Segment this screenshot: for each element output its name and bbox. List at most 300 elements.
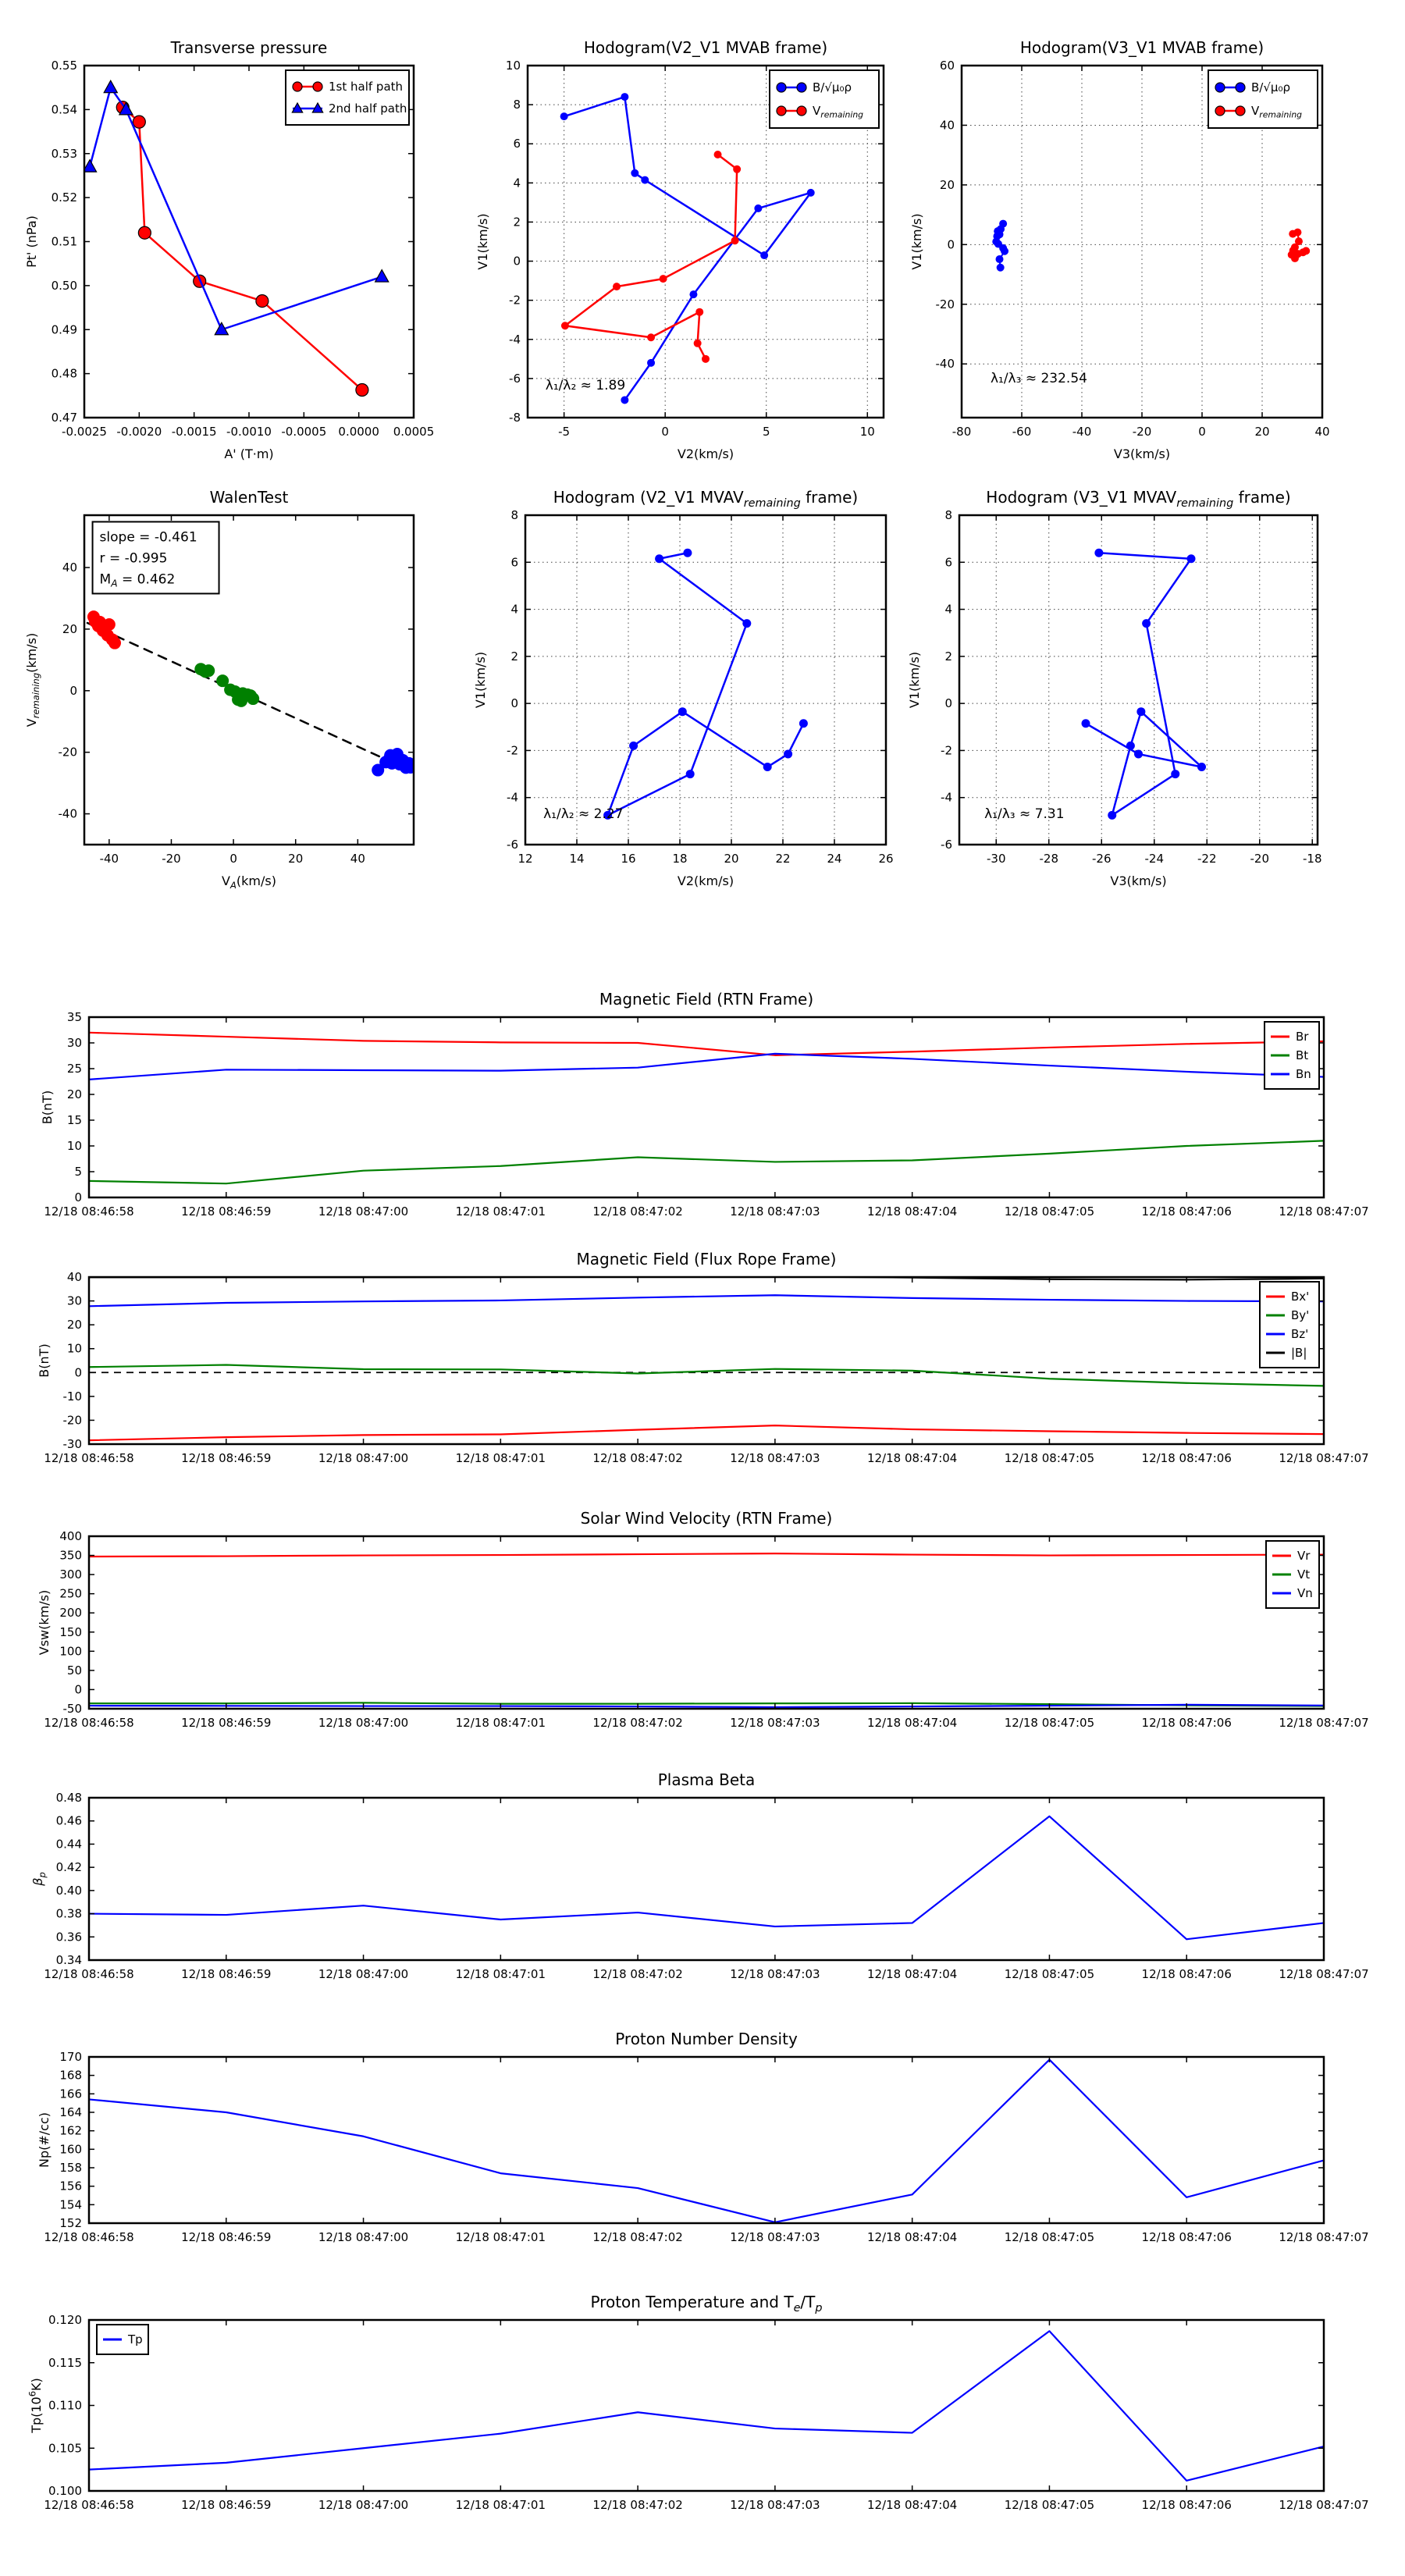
walen-test-ylabel: $V_{remaining}(km/s)$ bbox=[24, 632, 41, 728]
hodogram-v2v1-mvab-legend-label-0: B/√μ₀ρ bbox=[813, 80, 852, 94]
svg-text:12/18 08:47:06: 12/18 08:47:06 bbox=[1141, 1204, 1232, 1219]
svg-text:-6: -6 bbox=[941, 838, 952, 852]
svg-text:0.48: 0.48 bbox=[51, 366, 77, 381]
magnetic-field-rtn-series-Bt bbox=[89, 1140, 1324, 1183]
svg-text:350: 350 bbox=[59, 1548, 82, 1563]
proton-temperature-plot bbox=[27, 2293, 1368, 2512]
svg-text:12/18 08:47:04: 12/18 08:47:04 bbox=[866, 2498, 958, 2512]
svg-text:-20: -20 bbox=[58, 745, 77, 760]
svg-text:12/18 08:47:00: 12/18 08:47:00 bbox=[318, 1716, 409, 1730]
svg-text:5: 5 bbox=[74, 1165, 82, 1179]
svg-text:-0.0010: -0.0010 bbox=[226, 425, 272, 439]
svg-text:-2: -2 bbox=[509, 293, 521, 308]
svg-text:12/18 08:46:58: 12/18 08:46:58 bbox=[44, 1716, 134, 1730]
svg-text:-80: -80 bbox=[951, 425, 972, 439]
svg-text:12/18 08:47:06: 12/18 08:47:06 bbox=[1141, 1716, 1232, 1730]
svg-text:30: 30 bbox=[66, 1036, 82, 1050]
svg-text:2: 2 bbox=[513, 215, 521, 229]
walen-test-tick-labels bbox=[59, 560, 365, 866]
svg-text:8: 8 bbox=[513, 98, 521, 112]
svg-text:50: 50 bbox=[66, 1663, 82, 1678]
svg-text:12/18 08:47:00: 12/18 08:47:00 bbox=[318, 1451, 409, 1465]
walen-test-title: WalenTest bbox=[209, 488, 289, 507]
svg-text:12/18 08:47:06: 12/18 08:47:06 bbox=[1141, 2498, 1232, 2512]
svg-text:12/18 08:46:59: 12/18 08:46:59 bbox=[181, 1967, 272, 1981]
svg-text:-20: -20 bbox=[1250, 852, 1269, 866]
svg-text:0.0000: 0.0000 bbox=[338, 425, 379, 439]
svg-text:20: 20 bbox=[288, 852, 304, 866]
magnetic-field-rtn-legend-label-2: Bn bbox=[1296, 1067, 1311, 1081]
svg-text:12/18 08:46:59: 12/18 08:46:59 bbox=[181, 2230, 272, 2244]
svg-text:12/18 08:47:04: 12/18 08:47:04 bbox=[866, 1451, 958, 1465]
svg-text:14: 14 bbox=[569, 852, 585, 866]
svg-text:-50: -50 bbox=[62, 1702, 82, 1716]
svg-text:0: 0 bbox=[74, 1365, 82, 1380]
transverse-pressure-ylabel: Pt' (nPa) bbox=[24, 215, 39, 268]
svg-text:12/18 08:47:01: 12/18 08:47:01 bbox=[455, 1204, 546, 1219]
magnetic-field-rtn-ylabel: B(nT) bbox=[40, 1090, 55, 1125]
svg-text:12/18 08:47:01: 12/18 08:47:01 bbox=[455, 1451, 546, 1465]
svg-text:-4: -4 bbox=[941, 790, 952, 805]
svg-text:12/18 08:47:05: 12/18 08:47:05 bbox=[1004, 1451, 1095, 1465]
svg-text:10: 10 bbox=[505, 59, 521, 73]
proton-number-density-frame bbox=[89, 2057, 1324, 2223]
svg-text:24: 24 bbox=[827, 852, 842, 866]
svg-text:12/18 08:47:06: 12/18 08:47:06 bbox=[1141, 1451, 1232, 1465]
svg-text:0.46: 0.46 bbox=[55, 1813, 82, 1828]
svg-text:slope = -0.461: slope = -0.461 bbox=[99, 529, 197, 546]
transverse-pressure-plot bbox=[24, 38, 434, 461]
svg-text:6: 6 bbox=[513, 137, 521, 151]
solar-wind-velocity-plot bbox=[37, 1509, 1369, 1730]
magnetic-field-fluxrope-ylabel: B(nT) bbox=[37, 1343, 52, 1378]
solar-wind-velocity-ylabel: Vsw(km/s) bbox=[37, 1589, 52, 1656]
svg-text:0.36: 0.36 bbox=[55, 1930, 82, 1944]
svg-text:300: 300 bbox=[59, 1567, 82, 1582]
proton-temperature-legend bbox=[97, 2325, 148, 2354]
magnetic-field-fluxrope-series-Bz-prime bbox=[89, 1295, 1324, 1306]
solar-wind-velocity-ticks bbox=[89, 1536, 1324, 1709]
svg-text:-4: -4 bbox=[507, 790, 518, 805]
magnetic-field-fluxrope-plot bbox=[37, 1250, 1369, 1465]
svg-text:40: 40 bbox=[1314, 425, 1330, 439]
svg-text:12/18 08:47:06: 12/18 08:47:06 bbox=[1141, 1967, 1232, 1981]
hodogram-v2v1-mvab-xlabel: V2(km/s) bbox=[677, 447, 735, 461]
hodogram-v2v1-mvab-title: Hodogram(V2_V1 MVAB frame) bbox=[583, 38, 828, 57]
svg-text:0.100: 0.100 bbox=[48, 2484, 82, 2498]
svg-text:4: 4 bbox=[944, 602, 952, 617]
svg-text:6: 6 bbox=[510, 555, 518, 570]
hodogram-v2v1-mvab-ylabel: V1(km/s) bbox=[475, 213, 490, 270]
svg-text:12/18 08:47:05: 12/18 08:47:05 bbox=[1004, 1716, 1095, 1730]
transverse-pressure-legend-label-0: 1st half path bbox=[329, 80, 404, 94]
svg-text:0.51: 0.51 bbox=[51, 234, 77, 249]
svg-text:0.49: 0.49 bbox=[51, 322, 77, 337]
svg-text:10: 10 bbox=[66, 1341, 82, 1356]
svg-text:0: 0 bbox=[513, 254, 521, 269]
magnetic-field-rtn-title: Magnetic Field (RTN Frame) bbox=[599, 990, 814, 1009]
solar-wind-velocity-frame bbox=[89, 1536, 1324, 1709]
magnetic-field-fluxrope-title: Magnetic Field (Flux Rope Frame) bbox=[576, 1250, 837, 1268]
svg-text:0: 0 bbox=[74, 1190, 82, 1204]
hodogram-v2v1-mvab-series-alfven-velocity bbox=[560, 93, 815, 404]
solar-wind-velocity-tick-labels bbox=[44, 1529, 1368, 1730]
svg-text:20: 20 bbox=[62, 621, 77, 636]
svg-text:-0.0015: -0.0015 bbox=[171, 425, 217, 439]
magnetic-field-rtn-series-Br bbox=[89, 1033, 1324, 1055]
svg-text:-5: -5 bbox=[558, 425, 571, 439]
svg-text:12/18 08:47:02: 12/18 08:47:02 bbox=[592, 1204, 683, 1219]
svg-text:12/18 08:47:05: 12/18 08:47:05 bbox=[1004, 1204, 1095, 1219]
svg-text:12/18 08:47:00: 12/18 08:47:00 bbox=[318, 2498, 409, 2512]
svg-text:0.105: 0.105 bbox=[48, 2441, 82, 2456]
plasma-beta-ticks bbox=[89, 1798, 1324, 1960]
svg-text:0.48: 0.48 bbox=[55, 1791, 82, 1805]
svg-text:170: 170 bbox=[59, 2050, 82, 2064]
hodogram-v2v1-mvav-annotation-0 bbox=[543, 806, 623, 822]
svg-text:-20: -20 bbox=[62, 1413, 82, 1428]
solar-wind-velocity-legend-label-2: Vn bbox=[1297, 1586, 1313, 1600]
walen-test-series-middle-third bbox=[194, 663, 259, 707]
svg-text:12/18 08:47:02: 12/18 08:47:02 bbox=[592, 2230, 683, 2244]
svg-text:4: 4 bbox=[510, 602, 518, 617]
proton-number-density-plot bbox=[37, 2030, 1369, 2244]
magnetic-field-fluxrope-tick-labels bbox=[44, 1270, 1368, 1465]
svg-text:0.52: 0.52 bbox=[51, 190, 77, 205]
proton-temperature-ylabel: $Tp(10^6K)$ bbox=[27, 2378, 44, 2433]
hodogram-v2v1-mvav-series-v-remaining-path bbox=[603, 549, 808, 820]
hodogram-v3v1-mvab-legend-label-1: $V_{remaining}$ bbox=[1251, 104, 1303, 120]
magnetic-field-rtn-ticks bbox=[89, 1017, 1324, 1197]
svg-text:20: 20 bbox=[724, 852, 739, 866]
svg-text:MA = 0.462: $M_A = 0.462$ bbox=[99, 571, 176, 589]
hodogram-v2v1-mvab-legend bbox=[770, 70, 879, 128]
proton-number-density-title: Proton Number Density bbox=[615, 2030, 798, 2048]
hodogram-v3v1-mvav-ticks bbox=[959, 515, 1318, 845]
svg-text:-4: -4 bbox=[509, 332, 521, 347]
svg-text:12/18 08:47:07: 12/18 08:47:07 bbox=[1279, 2498, 1369, 2512]
solar-wind-velocity-series-Vn bbox=[89, 1705, 1324, 1707]
proton-temperature-ticks bbox=[89, 2320, 1324, 2491]
svg-text:12/18 08:47:07: 12/18 08:47:07 bbox=[1279, 1204, 1369, 1219]
svg-text:12/18 08:46:59: 12/18 08:46:59 bbox=[181, 2498, 272, 2512]
svg-text:-0.0020: -0.0020 bbox=[116, 425, 162, 439]
svg-text:2: 2 bbox=[510, 649, 518, 664]
svg-text:0: 0 bbox=[74, 1682, 82, 1697]
svg-text:12/18 08:47:04: 12/18 08:47:04 bbox=[866, 2230, 958, 2244]
svg-text:12/18 08:46:59: 12/18 08:46:59 bbox=[181, 1716, 272, 1730]
svg-text:154: 154 bbox=[59, 2197, 82, 2212]
svg-text:158: 158 bbox=[59, 2161, 82, 2175]
svg-text:100: 100 bbox=[59, 1644, 82, 1659]
svg-text:12/18 08:47:03: 12/18 08:47:03 bbox=[730, 1451, 820, 1465]
svg-text:0: 0 bbox=[229, 852, 237, 866]
svg-text:0.54: 0.54 bbox=[51, 102, 77, 117]
svg-text:0.44: 0.44 bbox=[55, 1837, 82, 1852]
svg-text:-0.0025: -0.0025 bbox=[62, 425, 107, 439]
svg-text:12/18 08:46:58: 12/18 08:46:58 bbox=[44, 1967, 134, 1981]
svg-text:12/18 08:46:59: 12/18 08:46:59 bbox=[181, 1451, 272, 1465]
svg-text:λ₁/λ₂ ≈ 2.27: λ₁/λ₂ ≈ 2.27 bbox=[543, 806, 624, 823]
svg-text:-60: -60 bbox=[1012, 425, 1032, 439]
svg-text:-24: -24 bbox=[1144, 852, 1164, 866]
svg-text:-40: -40 bbox=[935, 357, 955, 372]
hodogram-v3v1-mvab-plot bbox=[909, 38, 1330, 461]
solar-wind-velocity-legend-label-1: Vt bbox=[1297, 1567, 1311, 1582]
svg-text:0.115: 0.115 bbox=[48, 2355, 82, 2370]
magnetic-field-fluxrope-series-By-prime bbox=[89, 1365, 1324, 1386]
svg-text:-20: -20 bbox=[1132, 425, 1152, 439]
svg-text:40: 40 bbox=[350, 852, 365, 866]
svg-text:λ₁/λ₃ ≈ 232.54: λ₁/λ₃ ≈ 232.54 bbox=[990, 370, 1087, 386]
transverse-pressure-legend-label-1: 2nd half path bbox=[329, 101, 407, 116]
svg-text:-40: -40 bbox=[1072, 425, 1092, 439]
magnetic-field-rtn-legend bbox=[1264, 1022, 1319, 1089]
svg-text:40: 40 bbox=[62, 560, 77, 575]
hodogram-v3v1-mvav-ylabel: V1(km/s) bbox=[907, 651, 922, 709]
svg-text:12/18 08:47:05: 12/18 08:47:05 bbox=[1004, 2498, 1095, 2512]
hodogram-v3v1-mvab-xlabel: V3(km/s) bbox=[1113, 447, 1171, 461]
hodogram-v3v1-mvav-title: Hodogram (V3_V1 $MVAV_{remaining}$ frame) bbox=[986, 488, 1291, 510]
svg-text:12/18 08:46:59: 12/18 08:46:59 bbox=[181, 1204, 272, 1219]
hodogram-v2v1-mvab-annotation-0 bbox=[546, 378, 625, 393]
walen-test-series-first-third bbox=[87, 610, 121, 649]
proton-number-density-ticks bbox=[89, 2057, 1324, 2223]
proton-temperature-tick-labels bbox=[44, 2313, 1368, 2512]
svg-text:12/18 08:46:58: 12/18 08:46:58 bbox=[44, 2230, 134, 2244]
magnetic-field-rtn-series-Bn bbox=[89, 1054, 1324, 1080]
svg-text:20: 20 bbox=[1254, 425, 1270, 439]
svg-text:12/18 08:47:00: 12/18 08:47:00 bbox=[318, 1204, 409, 1219]
hodogram-v2v1-mvab-legend-label-1: $V_{remaining}$ bbox=[813, 104, 864, 120]
magnetic-field-fluxrope-legend-label-0: Bx' bbox=[1291, 1290, 1310, 1304]
svg-text:-6: -6 bbox=[507, 838, 518, 852]
svg-text:20: 20 bbox=[66, 1318, 82, 1332]
plasma-beta-frame bbox=[89, 1798, 1324, 1960]
svg-text:152: 152 bbox=[59, 2216, 82, 2230]
svg-text:12/18 08:47:06: 12/18 08:47:06 bbox=[1141, 2230, 1232, 2244]
svg-text:12: 12 bbox=[518, 852, 533, 866]
svg-text:26: 26 bbox=[878, 852, 894, 866]
svg-text:250: 250 bbox=[59, 1586, 82, 1601]
svg-text:168: 168 bbox=[59, 2068, 82, 2083]
svg-text:0.120: 0.120 bbox=[48, 2313, 82, 2327]
proton-temperature-title: Proton Temperature and $T_e/T_p$ bbox=[590, 2293, 823, 2314]
plasma-beta-series-beta-p bbox=[89, 1816, 1324, 1939]
walen-test-annotation-0 bbox=[93, 521, 219, 593]
svg-text:40: 40 bbox=[939, 118, 955, 133]
hodogram-v3v1-mvav-frame bbox=[959, 515, 1318, 845]
svg-text:12/18 08:47:03: 12/18 08:47:03 bbox=[730, 2230, 820, 2244]
hodogram-v2v1-mvav-ticks bbox=[525, 515, 886, 845]
svg-text:-20: -20 bbox=[935, 297, 955, 311]
walen-test-xlabel: $V_A(km/s)$ bbox=[222, 873, 276, 891]
svg-text:6: 6 bbox=[944, 555, 952, 570]
hodogram-v3v1-mvav-plot bbox=[907, 488, 1322, 888]
hodogram-v3v1-mvav-grid bbox=[959, 515, 1318, 845]
hodogram-v3v1-mvab-legend-label-0: B/√μ₀ρ bbox=[1251, 80, 1290, 94]
svg-text:0: 0 bbox=[510, 696, 518, 711]
svg-text:12/18 08:47:07: 12/18 08:47:07 bbox=[1279, 1716, 1369, 1730]
magnetic-field-fluxrope-series-Bx-prime bbox=[89, 1425, 1324, 1440]
magnetic-field-fluxrope-legend-label-1: By' bbox=[1291, 1308, 1310, 1322]
plasma-beta-ylabel: $\beta_p$ bbox=[30, 1872, 48, 1886]
svg-text:400: 400 bbox=[59, 1529, 82, 1543]
magnetic-field-rtn-frame bbox=[89, 1017, 1324, 1197]
svg-text:2: 2 bbox=[944, 649, 952, 664]
svg-text:-40: -40 bbox=[99, 852, 119, 866]
svg-text:r = -0.995: r = -0.995 bbox=[99, 550, 168, 567]
svg-text:12/18 08:47:03: 12/18 08:47:03 bbox=[730, 2498, 820, 2512]
svg-text:12/18 08:47:05: 12/18 08:47:05 bbox=[1004, 2230, 1095, 2244]
svg-text:12/18 08:47:02: 12/18 08:47:02 bbox=[592, 1451, 683, 1465]
svg-text:-0.0005: -0.0005 bbox=[281, 425, 327, 439]
svg-text:0: 0 bbox=[944, 696, 952, 711]
solar-wind-velocity-legend-label-0: Vr bbox=[1297, 1549, 1311, 1563]
svg-text:12/18 08:47:03: 12/18 08:47:03 bbox=[730, 1967, 820, 1981]
svg-text:40: 40 bbox=[66, 1270, 82, 1284]
svg-text:162: 162 bbox=[59, 2123, 82, 2138]
svg-text:0: 0 bbox=[69, 683, 77, 698]
svg-text:0.34: 0.34 bbox=[55, 1953, 82, 1967]
svg-text:12/18 08:46:58: 12/18 08:46:58 bbox=[44, 1204, 134, 1219]
hodogram-v3v1-mvab-series-v-remaining bbox=[1288, 229, 1310, 262]
svg-text:12/18 08:47:03: 12/18 08:47:03 bbox=[730, 1716, 820, 1730]
proton-number-density-tick-labels bbox=[44, 2050, 1368, 2244]
svg-text:166: 166 bbox=[59, 2087, 82, 2101]
proton-number-density-series-Np bbox=[89, 2060, 1324, 2222]
transverse-pressure-title: Transverse pressure bbox=[170, 38, 328, 57]
hodogram-v3v1-mvab-title: Hodogram(V3_V1 MVAB frame) bbox=[1019, 38, 1264, 57]
svg-text:-30: -30 bbox=[987, 852, 1006, 866]
svg-text:30: 30 bbox=[66, 1293, 82, 1308]
svg-text:-6: -6 bbox=[509, 371, 521, 386]
magnetic-field-rtn-plot bbox=[40, 990, 1369, 1219]
svg-text:12/18 08:47:04: 12/18 08:47:04 bbox=[866, 1967, 958, 1981]
svg-text:12/18 08:47:02: 12/18 08:47:02 bbox=[592, 2498, 683, 2512]
transverse-pressure-xlabel: A' (T·m) bbox=[224, 447, 274, 461]
hodogram-v3v1-mvav-series-v-remaining-path bbox=[1082, 549, 1207, 820]
svg-text:12/18 08:47:07: 12/18 08:47:07 bbox=[1279, 2230, 1369, 2244]
plasma-beta-title: Plasma Beta bbox=[657, 1770, 756, 1789]
hodogram-v2v1-mvab-series-v-remaining bbox=[561, 151, 741, 363]
svg-text:12/18 08:47:03: 12/18 08:47:03 bbox=[730, 1204, 820, 1219]
svg-text:-28: -28 bbox=[1039, 852, 1058, 866]
svg-text:0.50: 0.50 bbox=[51, 278, 77, 293]
svg-text:-30: -30 bbox=[62, 1437, 82, 1451]
svg-text:λ₁/λ₂ ≈ 1.89: λ₁/λ₂ ≈ 1.89 bbox=[545, 377, 626, 393]
svg-text:12/18 08:47:07: 12/18 08:47:07 bbox=[1279, 1967, 1369, 1981]
svg-text:0: 0 bbox=[1198, 425, 1206, 439]
svg-text:0.42: 0.42 bbox=[55, 1860, 82, 1875]
hodogram-v2v1-mvav-plot bbox=[473, 488, 894, 888]
svg-text:35: 35 bbox=[66, 1010, 82, 1024]
svg-text:0: 0 bbox=[661, 425, 669, 439]
svg-text:-8: -8 bbox=[509, 411, 521, 425]
hodogram-v3v1-mvab-annotation-0 bbox=[991, 371, 1087, 386]
svg-text:0.40: 0.40 bbox=[55, 1883, 82, 1898]
svg-text:12/18 08:47:04: 12/18 08:47:04 bbox=[866, 1716, 958, 1730]
magnetic-field-rtn-tick-labels bbox=[44, 1010, 1368, 1219]
svg-text:12/18 08:47:01: 12/18 08:47:01 bbox=[455, 2230, 546, 2244]
hodogram-v3v1-mvab-ylabel: V1(km/s) bbox=[909, 213, 924, 270]
svg-text:12/18 08:46:58: 12/18 08:46:58 bbox=[44, 2498, 134, 2512]
svg-text:12/18 08:47:05: 12/18 08:47:05 bbox=[1004, 1967, 1095, 1981]
transverse-pressure-series-first-half-path bbox=[116, 101, 368, 397]
solar-wind-velocity-title: Solar Wind Velocity (RTN Frame) bbox=[580, 1509, 833, 1528]
svg-text:0.53: 0.53 bbox=[51, 146, 77, 161]
svg-text:20: 20 bbox=[939, 177, 955, 192]
svg-text:-18: -18 bbox=[1303, 852, 1322, 866]
hodogram-v2v1-mvab-plot bbox=[475, 38, 884, 461]
hodogram-v3v1-mvab-legend bbox=[1208, 70, 1318, 128]
svg-text:0: 0 bbox=[947, 237, 955, 252]
svg-text:0.55: 0.55 bbox=[51, 59, 77, 73]
svg-text:12/18 08:47:00: 12/18 08:47:00 bbox=[318, 1967, 409, 1981]
hodogram-v2v1-mvav-grid bbox=[525, 515, 886, 845]
svg-text:10: 10 bbox=[859, 425, 875, 439]
hodogram-v2v1-mvav-frame bbox=[525, 515, 886, 845]
svg-text:150: 150 bbox=[59, 1624, 82, 1639]
svg-text:12/18 08:47:00: 12/18 08:47:00 bbox=[318, 2230, 409, 2244]
transverse-pressure-legend bbox=[286, 70, 409, 125]
svg-text:0.47: 0.47 bbox=[51, 411, 77, 425]
svg-text:8: 8 bbox=[944, 508, 952, 522]
hodogram-v3v1-mvav-xlabel: V3(km/s) bbox=[1110, 873, 1167, 888]
svg-text:12/18 08:46:58: 12/18 08:46:58 bbox=[44, 1451, 134, 1465]
magnetic-field-rtn-legend-label-1: Bt bbox=[1296, 1048, 1309, 1062]
svg-text:22: 22 bbox=[775, 852, 791, 866]
svg-text:200: 200 bbox=[59, 1606, 82, 1621]
svg-text:12/18 08:47:01: 12/18 08:47:01 bbox=[455, 1967, 546, 1981]
svg-text:-2: -2 bbox=[507, 743, 518, 758]
svg-text:5: 5 bbox=[762, 425, 770, 439]
svg-text:12/18 08:47:01: 12/18 08:47:01 bbox=[455, 1716, 546, 1730]
svg-text:λ₁/λ₃ ≈ 7.31: λ₁/λ₃ ≈ 7.31 bbox=[984, 806, 1065, 823]
svg-text:156: 156 bbox=[59, 2179, 82, 2194]
svg-text:18: 18 bbox=[672, 852, 688, 866]
svg-text:164: 164 bbox=[59, 2105, 82, 2119]
svg-text:60: 60 bbox=[939, 59, 955, 73]
svg-text:8: 8 bbox=[510, 508, 518, 522]
svg-text:160: 160 bbox=[59, 2142, 82, 2157]
svg-text:12/18 08:47:01: 12/18 08:47:01 bbox=[455, 2498, 546, 2512]
walen-test-plot bbox=[24, 488, 417, 891]
magnetic-field-fluxrope-legend-label-2: Bz' bbox=[1291, 1327, 1309, 1341]
svg-text:-10: -10 bbox=[62, 1389, 82, 1404]
svg-text:25: 25 bbox=[66, 1062, 82, 1076]
svg-text:0.110: 0.110 bbox=[48, 2398, 82, 2413]
hodogram-v2v1-mvav-title: Hodogram (V2_V1 $MVAV_{remaining}$ frame) bbox=[553, 488, 859, 510]
magnetic-field-rtn-legend-label-0: Br bbox=[1296, 1030, 1309, 1044]
proton-temperature-series-Tp bbox=[89, 2331, 1324, 2481]
svg-text:12/18 08:47:04: 12/18 08:47:04 bbox=[866, 1204, 958, 1219]
svg-text:12/18 08:47:02: 12/18 08:47:02 bbox=[592, 1967, 683, 1981]
hodogram-v3v1-mvab-series-alfven-velocity bbox=[992, 220, 1008, 272]
hodogram-v2v1-mvav-ylabel: V1(km/s) bbox=[473, 651, 488, 709]
magnetic-field-fluxrope-legend-label-3: |B| bbox=[1291, 1346, 1307, 1360]
plasma-beta-plot bbox=[30, 1770, 1369, 1981]
hodogram-v2v1-mvav-xlabel: V2(km/s) bbox=[677, 873, 735, 888]
solar-wind-velocity-legend bbox=[1266, 1541, 1319, 1608]
hodogram-v3v1-mvav-annotation-0 bbox=[984, 806, 1064, 822]
svg-text:16: 16 bbox=[621, 852, 636, 866]
svg-text:0.0005: 0.0005 bbox=[393, 425, 435, 439]
svg-text:4: 4 bbox=[513, 176, 521, 190]
svg-text:-2: -2 bbox=[941, 743, 952, 758]
svg-text:20: 20 bbox=[66, 1087, 82, 1101]
svg-text:15: 15 bbox=[66, 1113, 82, 1127]
